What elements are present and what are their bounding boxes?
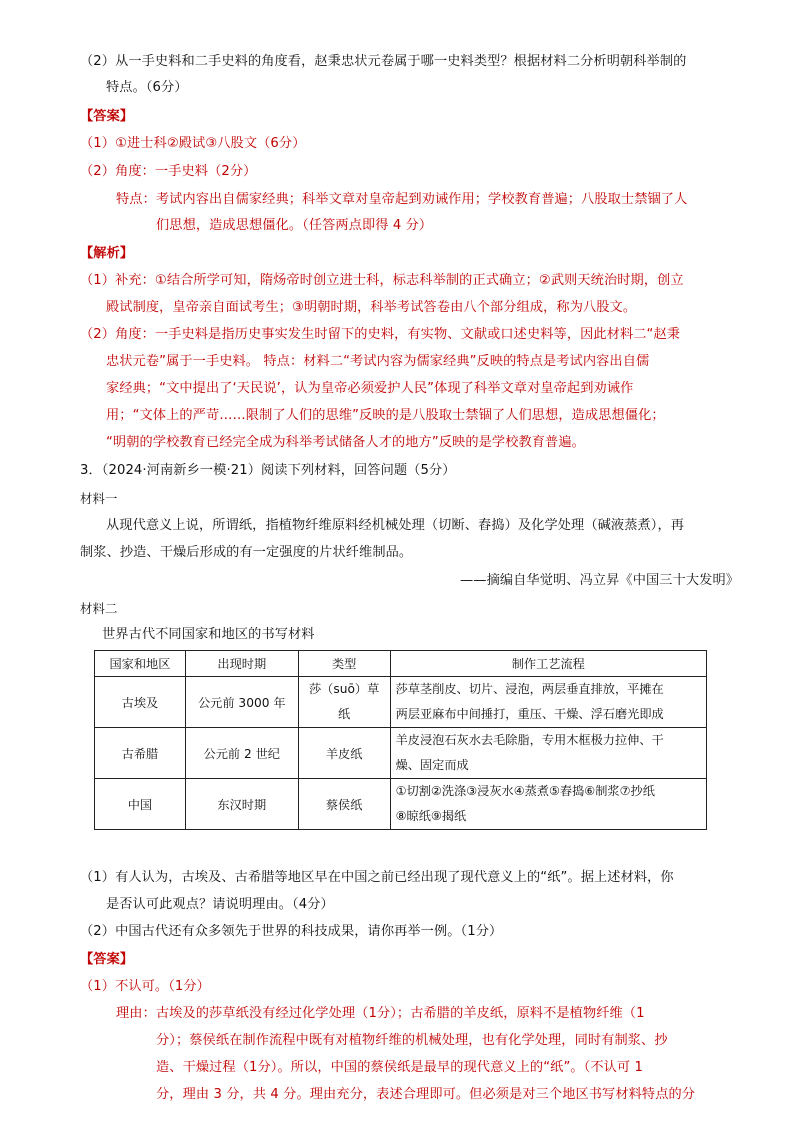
table-cell-type: 蔡侯纸 [298, 779, 390, 830]
table-cell-type-line-2: 纸 [338, 707, 351, 721]
material-2-label: 材料二 [80, 601, 118, 616]
table-header-type: 类型 [298, 651, 390, 677]
table-cell-period: 东汉时期 [185, 779, 298, 830]
sub-question-1-line-1: （1）有人认为，古埃及、古希腊等地区早在中国之前已经出现了现代意义上的“纸”。据上述材料，你 [80, 870, 674, 885]
material-1-line-1: 从现代意义上说，所谓纸，指植物纤维原料经机械处理（切断、舂捣）及化学处理（碱液蒸煮），再 [106, 518, 685, 533]
answer-q3-reason-line-3: 造、干燥过程（1分）。所以，中国的蔡侯纸是最早的现代意义上的“纸”。（不认可 1 [156, 1060, 643, 1075]
table-row [95, 677, 707, 728]
writing-materials-table [94, 650, 707, 830]
answer-label-2: 【答案】 [80, 952, 134, 967]
table-cell-period: 公元前 3000 年 [185, 677, 298, 728]
analysis-line-6: 用；“文体上的严苛……限制了人们的思维”反映的是八股取士禁锢了人们思想，造成思想僵化； [106, 408, 665, 423]
sub-question-2: （2）中国古代还有众多领先于世界的科技成果，请你再举一例。（1分） [80, 924, 503, 939]
table-header-row [95, 651, 707, 677]
answer-q3-1: （1）不认可。（1分） [80, 979, 210, 994]
answer-2-features-line-2: 们思想，造成思想僵化。（任答两点即得 4 分） [156, 218, 433, 233]
table-cell-region: 中国 [95, 779, 186, 830]
table-cell-type: 羊皮纸 [298, 728, 390, 779]
table-header-region: 国家和地区 [95, 651, 186, 677]
material-1-source: ——摘编自华觉明、冯立昇《中国三十大发明》 [460, 573, 740, 588]
table-cell-process-line-1: 羊皮浸泡石灰水去毛除脂，专用木框极力拉伸、干 [395, 733, 664, 747]
table-cell-period: 公元前 2 世纪 [185, 728, 298, 779]
material-1-line-2: 制浆、抄造、干燥后形成的有一定强度的片状纤维制品。 [80, 545, 413, 560]
answer-q3-reason-line-1: 理由：古埃及的莎草纸没有经过化学处理（1分）；古希腊的羊皮纸，原料不是植物纤维（1 [116, 1006, 645, 1021]
table-cell-region: 古希腊 [95, 728, 186, 779]
analysis-line-5: 家经典；“文中提出了‘天民说’，认为皇帝必须爱护人民”体现了科举文章对皇帝起到劝诫作 [106, 381, 634, 396]
question-2-line-1: （2）从一手史料和二手史料的角度看，赵秉忠状元卷属于哪一史料类型？根据材料二分析明朝科举制的 [80, 54, 687, 69]
analysis-line-7: “明朝的学校教育已经完全成为科举考试储备人才的地方”反映的是学校教育普遍。 [106, 435, 585, 450]
table-header-period: 出现时期 [185, 651, 298, 677]
analysis-line-2: 殿试制度，皇帝亲自面试考生；③明朝时期，科举考试答卷由八个部分组成，称为八股文。 [106, 300, 637, 315]
material-1-label: 材料一 [80, 491, 118, 506]
analysis-line-4: 忠状元卷”属于一手史料。 特点：材料二“考试内容为儒家经典”反映的特点是考试内容出自儒 [106, 354, 650, 369]
answer-2-angle: （2）角度：一手史料（2分） [80, 164, 257, 179]
table-title: 世界古代不同国家和地区的书写材料 [102, 627, 315, 642]
answer-2-features-line-1: 特点：考试内容出自儒家经典；科举文章对皇帝起到劝诫作用；学校教育普遍；八股取士禁锢了人 [116, 192, 688, 207]
answer-label: 【答案】 [80, 109, 134, 124]
question-2-line-2: 特点。（6分） [106, 80, 188, 95]
analysis-line-1: （1）补充：①结合所学可知，隋炀帝时创立进士科，标志科举制的正式确立；②武则天统治时期，创立 [80, 273, 684, 288]
table-cell-region: 古埃及 [95, 677, 186, 728]
table-cell-process-line-2: 燥、固定而成 [395, 758, 469, 772]
table-cell-process-line-1: ①切割②洗涤③浸灰水④蒸煮⑤舂捣⑥制浆⑦抄纸 [395, 784, 655, 798]
question-3-header: 3．（2024·河南新乡一模·21）阅读下列材料，回答问题（5分） [80, 463, 456, 478]
answer-q3-reason-line-2: 分）；蔡侯纸在制作流程中既有对植物纤维的机械处理，也有化学处理，同时有制浆、抄 [156, 1033, 668, 1048]
table-cell-process [390, 728, 706, 779]
sub-question-1-line-2: 是否认可此观点？请说明理由。（4分） [106, 897, 334, 912]
table-cell-type [298, 677, 390, 728]
table-cell-process-line-2: ⑧晾纸⑨揭纸 [395, 809, 467, 823]
table-row [95, 779, 707, 830]
table-cell-process [390, 677, 706, 728]
answer-q3-reason-line-4: 分，理由 3 分，共 4 分。理由充分，表述合理即可。但必须是对三个地区书写材料特点的分 [156, 1087, 696, 1102]
answer-1: （1）①进士科②殿试③八股文（6分） [80, 136, 306, 151]
table-row [95, 728, 707, 779]
table-cell-process-line-2: 两层亚麻布中间捶打，重压、干燥、浮石磨光即成 [395, 707, 664, 721]
table-cell-type-line-1: 莎（suō）草 [309, 682, 380, 696]
table-cell-process-line-1: 莎草茎削皮、切片、浸泡，两层垂直排放，平摊在 [395, 682, 664, 696]
table-cell-process [390, 779, 706, 830]
analysis-line-3: （2）角度：一手史料是指历史事实发生时留下的史料，有实物、文献或口述史料等，因此材料二“赵秉 [80, 327, 681, 342]
analysis-label: 【解析】 [80, 246, 134, 261]
table-header-process: 制作工艺流程 [390, 651, 706, 677]
